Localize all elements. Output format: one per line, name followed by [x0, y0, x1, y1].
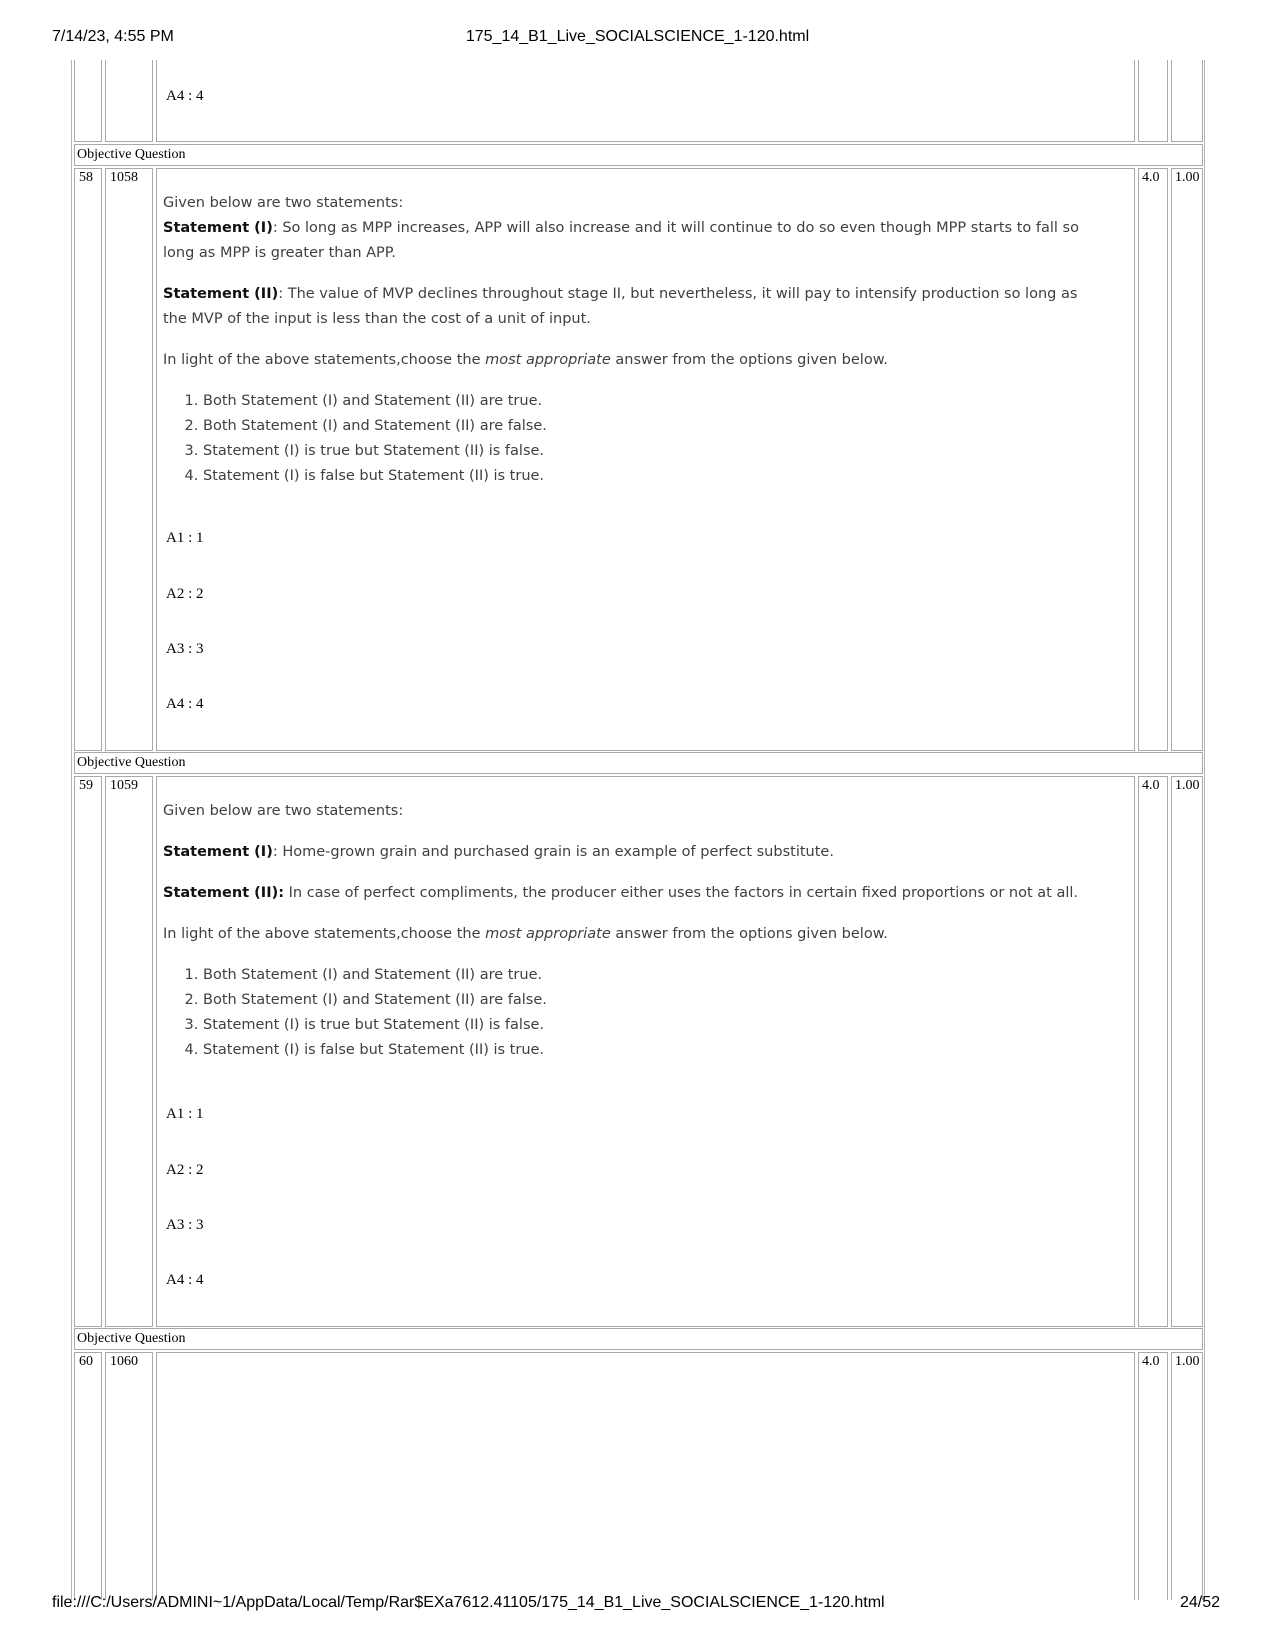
- q58-answer-4: A4 : 4: [166, 696, 204, 712]
- q59-statement-1-label: Statement (I): [163, 844, 273, 860]
- q59-option-2: 2. Both Statement (I) and Statement (II) are false.: [203, 988, 1103, 1013]
- q58-options: [163, 389, 1103, 489]
- q58-option-2: 2. Both Statement (I) and Statement (II) are false.: [203, 414, 1103, 439]
- q59-answer-4: A4 : 4: [166, 1272, 204, 1288]
- q60-question-cell: [156, 1352, 1135, 1600]
- q58-instruction-pre: In light of the above statements,choose the: [163, 352, 486, 368]
- q59-neg-cell: [1171, 776, 1203, 1327]
- q59-qid-cell: [105, 776, 153, 1327]
- q60-sno-cell: [74, 1352, 102, 1600]
- q60-qid-cell: [105, 1352, 153, 1600]
- q58-instruction-em: most appropriate: [485, 352, 611, 368]
- q59-instruction-pre: In light of the above statements,choose the: [163, 926, 486, 942]
- q58-intro: Given below are two statements:: [163, 195, 404, 211]
- q59-answer-3: A3 : 3: [166, 1217, 204, 1233]
- q59-statement-1-text: : Home-grown grain and purchased grain is an example of perfect substitute.: [272, 844, 834, 860]
- q58-statement-1-text: : So long as MPP increases, APP will also increase and it will continue to do so even though MPP starts to fall so long as MPP is greater than APP.: [163, 220, 1079, 261]
- q59-qid: 1059: [110, 778, 138, 793]
- q59-option-1: 1. Both Statement (I) and Statement (II) are true.: [203, 963, 1103, 988]
- print-page-number: 24/52: [1179, 1594, 1220, 1611]
- q58-statement-1-label: Statement (I): [163, 220, 273, 236]
- q58-option-3: 3. Statement (I) is true but Statement (II) is false.: [203, 439, 1103, 464]
- section-label-row: [74, 144, 1203, 166]
- section-label: Objective Question: [77, 1331, 186, 1346]
- q58-sno: 58: [79, 170, 93, 185]
- q59-sno: 59: [79, 778, 93, 793]
- q60-marks-cell: [1138, 1352, 1168, 1600]
- q58-neg-cell: [1171, 168, 1203, 751]
- q59-statement-2: [163, 881, 1103, 906]
- q58-neg: 1.00: [1175, 170, 1200, 185]
- q59-question-text: [163, 799, 1103, 1063]
- q59-instruction-post: answer from the options given below.: [610, 926, 888, 942]
- q58-question-cell: [156, 168, 1135, 751]
- q58-statement-2: [163, 282, 1103, 332]
- q58-statement-2-label: Statement (II): [163, 286, 279, 302]
- q59-instruction-em: most appropriate: [485, 926, 611, 942]
- q58-option-1: 1. Both Statement (I) and Statement (II) are true.: [203, 389, 1103, 414]
- q59-question-cell: [156, 776, 1135, 1327]
- q60-qid: 1060: [110, 1354, 138, 1369]
- q58-instruction-post: answer from the options given below.: [610, 352, 888, 368]
- q60-sno: 60: [79, 1354, 93, 1369]
- prev-question-cell: [156, 60, 1135, 142]
- q59-answer-1: A1 : 1: [166, 1106, 204, 1122]
- q58-statement-2-text: : The value of MVP declines throughout stage II, but nevertheless, it will pay to intensify production so long as the MVP of the input is less than the cost of a unit of input.: [163, 286, 1078, 327]
- section-label: Objective Question: [77, 755, 186, 770]
- section-label: Objective Question: [77, 147, 186, 162]
- prev-marks-cell: [1138, 60, 1168, 142]
- q59-statement-2-text: In case of perfect compliments, the producer either uses the factors in certain fixed proportions or not at all.: [284, 885, 1079, 901]
- print-datetime: 7/14/23, 4:55 PM: [52, 28, 174, 45]
- q58-marks: 4.0: [1142, 170, 1160, 185]
- q58-answer-2: A2 : 2: [166, 586, 204, 602]
- prev-neg-cell: [1171, 60, 1203, 142]
- print-file-path: file:///C:/Users/ADMINI~1/AppData/Local/Temp/Rar$EXa7612.41105/175_14_B1_Live_SOCIALSCIENCE_1-120.html: [52, 1594, 885, 1611]
- q58-statement-1: [163, 216, 1103, 266]
- prev-answer-4: A4 : 4: [166, 88, 204, 104]
- question-table: [71, 60, 1205, 1600]
- q59-intro: Given below are two statements:: [163, 803, 404, 819]
- section-label-row: [74, 752, 1203, 774]
- q58-qid-cell: [105, 168, 153, 751]
- q59-option-4: 4. Statement (I) is false but Statement (II) is true.: [203, 1038, 1103, 1063]
- q60-marks: 4.0: [1142, 1354, 1160, 1369]
- q59-marks-cell: [1138, 776, 1168, 1327]
- q58-question-text: [163, 191, 1103, 489]
- q59-answer-2: A2 : 2: [166, 1162, 204, 1178]
- prev-qid-cell: [105, 60, 153, 142]
- prev-sno-cell: [74, 60, 102, 142]
- print-title: 175_14_B1_Live_SOCIALSCIENCE_1-120.html: [465, 28, 810, 45]
- q59-marks: 4.0: [1142, 778, 1160, 793]
- q58-answer-1: A1 : 1: [166, 530, 204, 546]
- q58-option-4: 4. Statement (I) is false but Statement (II) is true.: [203, 464, 1103, 489]
- q59-neg: 1.00: [1175, 778, 1200, 793]
- q58-sno-cell: [74, 168, 102, 751]
- q59-statement-2-label: Statement (II):: [163, 885, 285, 901]
- q59-options: [163, 963, 1103, 1063]
- q59-statement-1: [163, 840, 1103, 865]
- q60-neg: 1.00: [1175, 1354, 1200, 1369]
- q58-marks-cell: [1138, 168, 1168, 751]
- q59-sno-cell: [74, 776, 102, 1327]
- q58-qid: 1058: [110, 170, 138, 185]
- q59-instruction: [163, 922, 1103, 947]
- q58-answer-3: A3 : 3: [166, 641, 204, 657]
- section-label-row: [74, 1328, 1203, 1350]
- q59-option-3: 3. Statement (I) is true but Statement (II) is false.: [203, 1013, 1103, 1038]
- q58-instruction: [163, 348, 1103, 373]
- q60-neg-cell: [1171, 1352, 1203, 1600]
